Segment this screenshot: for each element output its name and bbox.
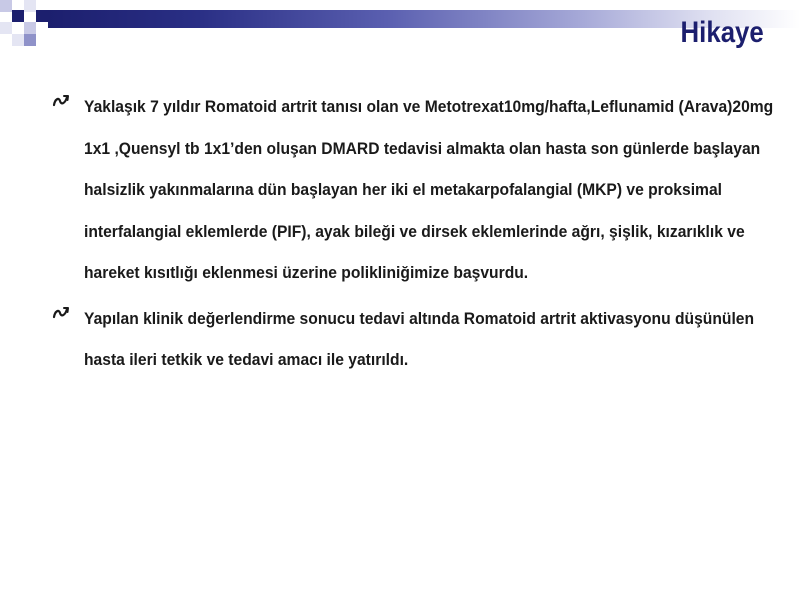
bullet-list	[52, 86, 772, 385]
bullet-text: Yapılan klinik değerlendirme sonucu tedavi altında Romatoid artrit aktivasyonu düşünülen hasta ileri tetkik ve tedavi amacı ile yatırıldı.	[84, 308, 755, 369]
list-item	[52, 86, 772, 294]
bullet-text: Yaklaşık 7 yıldır Romatoid artrit tanısı olan ve Metotrexat10mg/hafta,Leflunamid (Arava)20mg 1x1 ,Quensyl tb 1x1’den oluşan DMARD tedavisi almakta olan hasta son günlerde başlayan halsizlik yakınmalarına dün başlayan her iki el metakarpofalangial (MKP) ve proksimal interfalangial eklemlerde (PIF), ayak bileği ve dirsek eklemlerinde ağrı, şişlik, kızarıklık ve hareket kısıtlığı eklenmesi üzerine polikliniğimize başvurdu.	[84, 97, 774, 282]
curly-arrow-bullet-icon	[52, 93, 70, 109]
list-item	[52, 298, 772, 381]
deco-square	[24, 34, 36, 46]
curly-arrow-bullet-icon	[52, 305, 70, 321]
deco-square	[24, 0, 36, 12]
deco-square	[0, 0, 12, 12]
deco-square	[12, 10, 24, 22]
deco-square	[24, 22, 36, 34]
deco-square	[36, 10, 48, 22]
deco-square	[0, 22, 12, 34]
slide-title: Hikaye	[680, 16, 764, 49]
deco-square	[12, 34, 24, 46]
